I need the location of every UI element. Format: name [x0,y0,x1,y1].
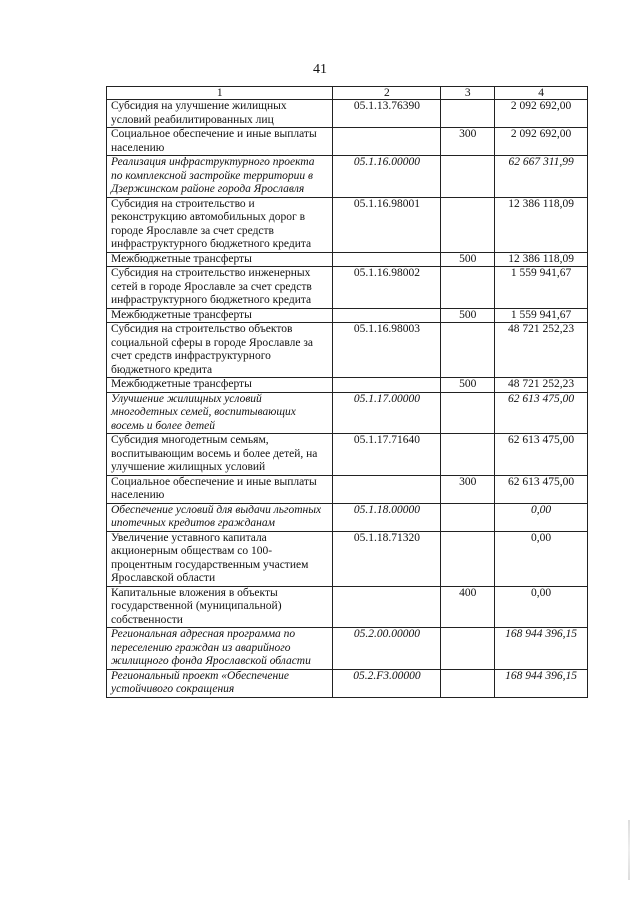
table-body [107,100,588,698]
cell-name: Капитальные вложения в объекты государственной (муниципальной) собственности [107,586,333,628]
table-row [107,392,588,434]
cell-code [333,475,441,503]
cell-type [441,197,495,252]
cell-name: Субсидия на строительство инженерных сетей в городе Ярославле за счет средств инфраструктурного бюджетного кредита [107,267,333,309]
cell-sum: 12 386 118,09 [495,252,588,267]
cell-name: Региональная адресная программа по переселению граждан из аварийного жилищного фонда Ярославской области [107,628,333,670]
cell-sum: 1 559 941,67 [495,267,588,309]
cell-name: Субсидия на строительство объектов социальной сферы в городе Ярославле за счет средств инфраструктурного бюджетного кредита [107,323,333,378]
cell-sum: 62 613 475,00 [495,434,588,476]
table-row [107,252,588,267]
column-header: 1 [107,87,333,100]
table-row [107,156,588,198]
cell-type [441,100,495,128]
budget-table [106,86,588,698]
cell-sum: 0,00 [495,586,588,628]
cell-code: 05.1.16.98002 [333,267,441,309]
cell-code: 05.1.16.98003 [333,323,441,378]
cell-type [441,503,495,531]
cell-name: Межбюджетные трансферты [107,378,333,393]
cell-name: Межбюджетные трансферты [107,252,333,267]
cell-type [441,434,495,476]
cell-code [333,252,441,267]
table-row [107,434,588,476]
table-row [107,308,588,323]
cell-name: Субсидия многодетным семьям, воспитывающим восемь и более детей, на улучшение жилищных условий [107,434,333,476]
cell-name: Социальное обеспечение и иные выплаты населению [107,475,333,503]
table-row [107,669,588,697]
cell-type [441,267,495,309]
cell-code [333,586,441,628]
cell-code: 05.1.18.00000 [333,503,441,531]
column-header: 2 [333,87,441,100]
cell-name: Улучшение жилищных условий многодетных семей, воспитывающих восемь и более детей [107,392,333,434]
cell-sum: 2 092 692,00 [495,100,588,128]
scan-artifact [628,820,630,880]
cell-type [441,323,495,378]
cell-code: 05.1.13.76390 [333,100,441,128]
cell-sum: 48 721 252,23 [495,323,588,378]
table-row [107,475,588,503]
table-row [107,503,588,531]
page-number: 41 [313,62,327,77]
cell-type: 300 [441,128,495,156]
table-row [107,378,588,393]
cell-type [441,669,495,697]
cell-name: Социальное обеспечение и иные выплаты населению [107,128,333,156]
table-row [107,323,588,378]
cell-sum: 12 386 118,09 [495,197,588,252]
cell-code: 05.1.18.71320 [333,531,441,586]
cell-name: Реализация инфраструктурного проекта по комплексной застройке территории в Дзержинском районе города Ярославля [107,156,333,198]
cell-name: Региональный проект «Обеспечение устойчивого сокращения [107,669,333,697]
cell-sum: 62 613 475,00 [495,392,588,434]
cell-name: Межбюджетные трансферты [107,308,333,323]
cell-type: 500 [441,378,495,393]
cell-name: Субсидия на улучшение жилищных условий реабилитированных лиц [107,100,333,128]
cell-type [441,628,495,670]
cell-sum: 168 944 396,15 [495,669,588,697]
column-header: 4 [495,87,588,100]
cell-sum: 2 092 692,00 [495,128,588,156]
cell-type: 500 [441,252,495,267]
cell-code [333,308,441,323]
cell-sum: 48 721 252,23 [495,378,588,393]
cell-sum: 1 559 941,67 [495,308,588,323]
header-row [107,87,588,100]
cell-type: 500 [441,308,495,323]
cell-code [333,128,441,156]
cell-code: 05.1.17.71640 [333,434,441,476]
cell-type [441,392,495,434]
table-row [107,128,588,156]
cell-code: 05.1.16.98001 [333,197,441,252]
cell-code: 05.1.16.00000 [333,156,441,198]
table-row [107,586,588,628]
cell-sum: 168 944 396,15 [495,628,588,670]
table-row [107,100,588,128]
column-header: 3 [441,87,495,100]
cell-type [441,531,495,586]
table-row [107,197,588,252]
cell-type: 300 [441,475,495,503]
cell-name: Увеличение уставного капитала акционерным обществам со 100-процентным государственным участием Ярославской области [107,531,333,586]
table-row [107,531,588,586]
cell-sum: 0,00 [495,503,588,531]
cell-sum: 62 667 311,99 [495,156,588,198]
cell-sum: 62 613 475,00 [495,475,588,503]
cell-name: Субсидия на строительство и реконструкцию автомобильных дорог в городе Ярославле за счет средств инфраструктурного бюджетного кредита [107,197,333,252]
cell-type [441,156,495,198]
cell-sum: 0,00 [495,531,588,586]
table-row [107,628,588,670]
cell-code: 05.2.F3.00000 [333,669,441,697]
table-row [107,267,588,309]
cell-type: 400 [441,586,495,628]
cell-code: 05.2.00.00000 [333,628,441,670]
cell-code: 05.1.17.00000 [333,392,441,434]
cell-name: Обеспечение условий для выдачи льготных ипотечных кредитов гражданам [107,503,333,531]
cell-code [333,378,441,393]
